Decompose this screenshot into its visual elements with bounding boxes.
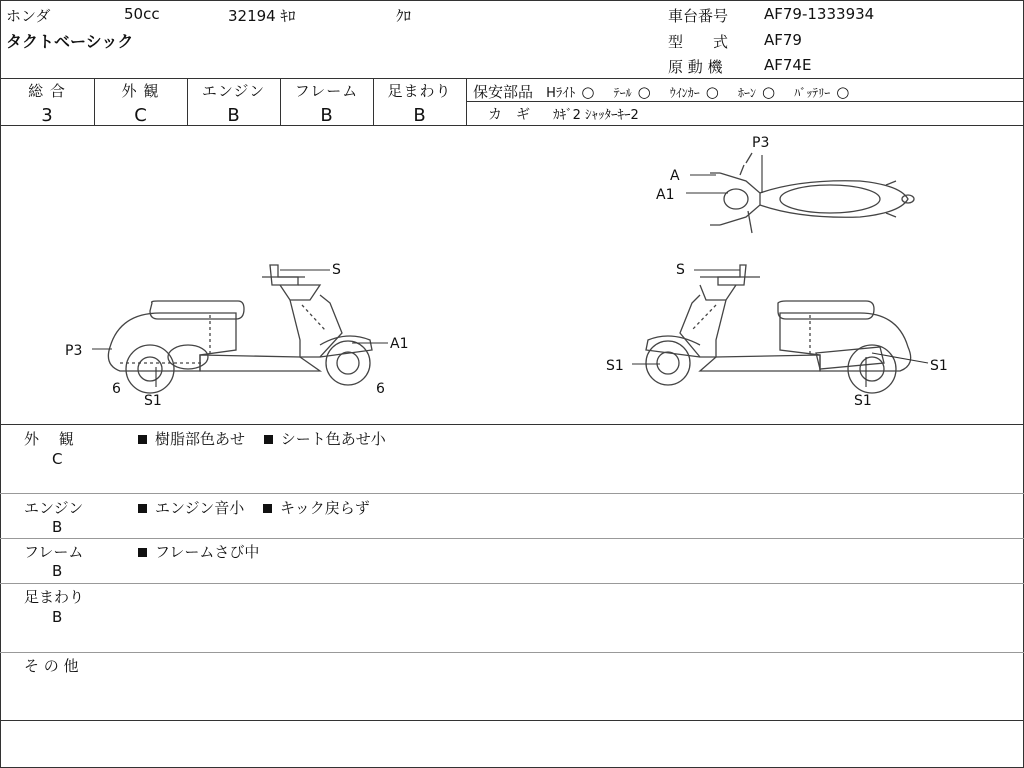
grade-exterior (94, 80, 187, 126)
remark-notes (138, 428, 400, 449)
status-mark: ○ (762, 83, 776, 101)
scooter-right-side-view (646, 265, 911, 393)
grade-suspension (373, 80, 466, 126)
displacement: 50cc (124, 5, 160, 23)
grade-value: C (134, 105, 147, 126)
chassis-value: AF79-1333934 (764, 5, 875, 23)
grade-label: 足まわり (387, 82, 452, 100)
scooter-diagram (0, 125, 1024, 425)
type-label: 型 式 (668, 33, 729, 51)
status-mark: ○ (836, 83, 850, 101)
bullet-square-icon (138, 504, 147, 513)
label-left-a1: A1 (390, 336, 409, 352)
safety-item-tail: ﾃｰﾙ ○ (613, 83, 651, 101)
remark-label: フレーム (24, 543, 84, 561)
mileage: 32194 ｷﾛ (228, 7, 296, 25)
key-row (488, 104, 639, 124)
status-mark: ○ (705, 83, 719, 101)
divider (0, 78, 1024, 79)
label-left-six-front: 6 (376, 381, 385, 397)
divider (0, 538, 1024, 539)
safety-item-horn: ﾎｰﾝ ○ (737, 83, 776, 101)
label-top-a: A (670, 168, 680, 184)
chassis-label: 車台番号 (668, 7, 729, 25)
divider (0, 583, 1024, 584)
status-mark: ○ (581, 83, 595, 101)
remark-grade: B (52, 562, 63, 580)
grade-overall (0, 80, 94, 126)
safety-row (473, 81, 849, 102)
engine-label: 原 動 機 (668, 58, 723, 76)
divider (0, 493, 1024, 494)
label-right-s1-bottom: S1 (854, 393, 872, 409)
note-item: エンジン音小 (138, 499, 244, 517)
bullet-square-icon (264, 435, 273, 444)
label-left-six-rear: 6 (112, 381, 121, 397)
grade-label: 総 合 (28, 82, 66, 100)
status-mark: ○ (637, 83, 651, 101)
color: ｸﾛ (396, 7, 412, 25)
remark-label: そ の 他 (24, 657, 79, 675)
remark-label: 外 観 (24, 430, 74, 448)
grade-label: 外 観 (121, 82, 160, 100)
type-value: AF79 (764, 31, 802, 49)
remark-label: 足まわり (24, 588, 85, 606)
bullet-square-icon (138, 435, 147, 444)
grade-value: 3 (41, 105, 53, 126)
grade-label: エンジン (201, 82, 266, 100)
safety-item-battery: ﾊﾞｯﾃﾘｰ ○ (794, 83, 850, 101)
label-left-s1: S1 (144, 393, 162, 409)
grade-label: フレーム (294, 82, 359, 100)
grade-engine (187, 80, 280, 126)
remark-grade: B (52, 518, 63, 536)
key-label: カ ギ (488, 107, 530, 123)
remark-notes (138, 497, 384, 518)
label-right-s: S (676, 262, 685, 278)
divider (466, 78, 467, 125)
bullet-square-icon (263, 504, 272, 513)
divider (0, 652, 1024, 653)
label-right-s1-rear: S1 (930, 358, 948, 374)
remark-label: エンジン (24, 499, 84, 517)
remark-grade: C (52, 450, 63, 468)
key-value: ｶｷﾞ2 ｼｬｯﾀｰｷｰ2 (553, 108, 639, 123)
remark-notes (138, 541, 273, 562)
divider (0, 720, 1024, 721)
label-top-p3: P3 (752, 135, 770, 151)
label-right-s1-front: S1 (606, 358, 624, 374)
bullet-square-icon (138, 548, 147, 557)
label-left-p3: P3 (65, 343, 83, 359)
note-item: フレームさび中 (138, 543, 259, 561)
note-item: 樹脂部色あせ (138, 430, 245, 448)
grade-value: B (320, 105, 333, 126)
note-item: シート色あせ小 (264, 430, 386, 448)
label-left-s: S (332, 262, 341, 278)
note-item: キック戻らず (263, 499, 370, 517)
grade-value: B (413, 105, 426, 126)
safety-label: 保安部品 (473, 83, 534, 101)
scooter-left-side-view (108, 265, 372, 393)
label-top-a1: A1 (656, 187, 675, 203)
engine-value: AF74E (764, 56, 812, 74)
model-name: タクトベーシック (6, 32, 134, 51)
maker: ホンダ (6, 7, 51, 25)
grade-frame (280, 80, 373, 126)
remark-grade: B (52, 608, 63, 626)
grade-value: B (227, 105, 240, 126)
scooter-top-view (710, 153, 914, 233)
safety-item-headlight: Hﾗｲﾄ ○ (546, 83, 595, 101)
safety-item-winker: ｳｲﾝｶｰ ○ (669, 83, 719, 101)
